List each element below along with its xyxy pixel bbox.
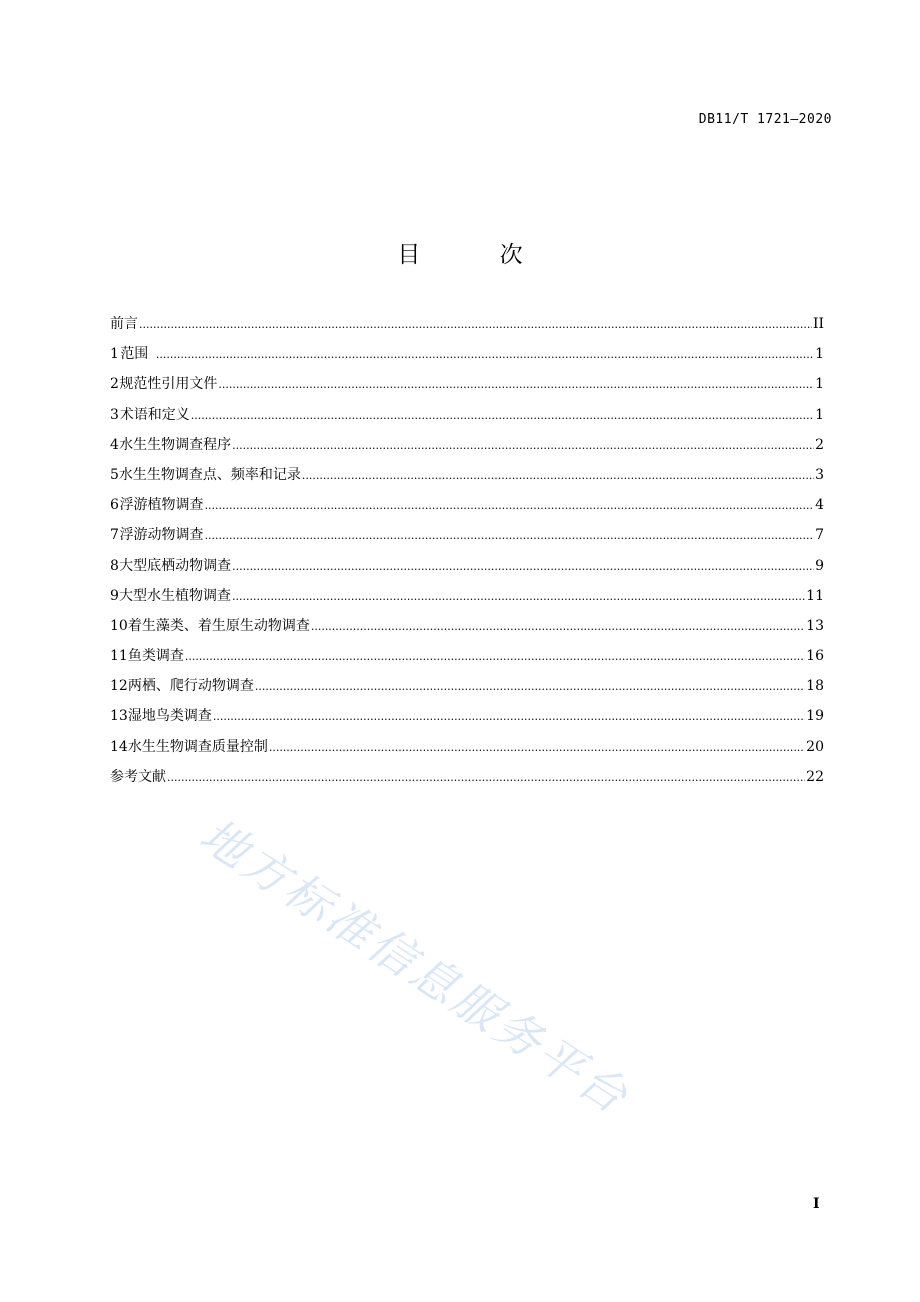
toc-entry-title: 湿地鸟类调查	[127, 708, 212, 725]
toc-entry-title: 水生生物调查点、频率和记录	[118, 466, 301, 483]
toc-entry[interactable]	[110, 585, 824, 615]
toc-entry-title: 两栖、爬行动物调查	[127, 678, 254, 695]
toc-entry[interactable]	[110, 524, 824, 554]
toc-dot-leader	[191, 405, 814, 427]
toc-entry-title: 范围	[120, 346, 149, 363]
toc-entry-title: 浮游动物调查	[119, 527, 204, 544]
toc-entry[interactable]	[110, 615, 824, 645]
toc-entry[interactable]	[110, 494, 824, 524]
page-number: I	[813, 1196, 820, 1212]
toc-entry-number: 12	[110, 678, 128, 695]
toc-entry-page: 20	[806, 738, 824, 755]
toc-entry-page: 16	[806, 648, 824, 665]
toc-dot-leader	[232, 435, 814, 457]
toc-dot-leader	[255, 676, 805, 698]
toc-entry-number: 8	[110, 557, 119, 574]
toc-dot-leader	[185, 646, 805, 668]
toc-dot-leader	[205, 495, 815, 517]
toc-dot-leader	[302, 465, 814, 487]
toc-entry-page: 4	[815, 497, 824, 514]
toc-entry-number: 3	[110, 406, 119, 423]
toc-dot-leader	[139, 314, 812, 336]
toc-entry-number: 13	[110, 708, 128, 725]
toc-dot-leader	[232, 556, 814, 578]
toc-entry-page: 1	[815, 376, 824, 393]
toc-entry-page: 2	[815, 436, 824, 453]
toc-entry-title: 鱼类调查	[127, 648, 184, 665]
toc-entry-title: 前言	[110, 316, 138, 332]
toc-entry[interactable]	[110, 645, 824, 675]
toc-entry-title: 术语和定义	[119, 406, 190, 423]
toc-dot-leader	[167, 767, 805, 789]
toc-entry-title: 水生生物调查程序	[119, 436, 232, 453]
toc-entry-title: 大型水生植物调查	[118, 587, 231, 604]
toc-entry[interactable]	[110, 736, 824, 766]
toc-dot-leader	[205, 525, 815, 547]
toc-entry-page: 7	[815, 527, 824, 544]
toc-entry-title: 浮游植物调查	[119, 497, 204, 514]
toc-entry[interactable]	[110, 705, 824, 735]
toc-entry-title: 着生藻类、着生原生动物调查	[127, 617, 310, 634]
toc-title: 目 次	[397, 242, 559, 268]
toc-entry-page: 1	[815, 346, 824, 363]
toc-entry-page: 18	[806, 678, 824, 695]
toc-entry-page: 13	[806, 617, 824, 634]
toc-entry-number: 10	[110, 617, 128, 634]
toc-entry-number: 2	[110, 376, 119, 393]
toc-entry[interactable]	[110, 464, 824, 494]
toc-entry[interactable]	[110, 555, 824, 585]
toc-dot-leader	[218, 374, 814, 396]
watermark: 地方标准信息服务平台	[190, 807, 640, 1126]
toc-entry[interactable]	[110, 343, 824, 373]
toc-entry-number: 1	[110, 346, 119, 363]
toc-entry-number: 4	[110, 436, 119, 453]
toc-entry-page: 11	[806, 587, 824, 604]
toc-entry[interactable]	[110, 313, 824, 343]
toc-entry-number: 6	[110, 497, 119, 514]
toc-entry-title: 规范性引用文件	[119, 376, 218, 393]
toc-entry-page: 22	[806, 768, 824, 785]
toc-entry-number: 11	[110, 648, 128, 665]
toc-entry[interactable]	[110, 434, 824, 464]
toc-entry-number: 7	[110, 527, 119, 544]
toc-entry-page: 3	[815, 466, 824, 483]
toc-entry[interactable]	[110, 404, 824, 434]
table-of-contents	[110, 313, 824, 796]
toc-entry-title: 水生生物调查质量控制	[127, 738, 268, 755]
toc-entry-title: 大型底栖动物调查	[119, 557, 232, 574]
toc-entry[interactable]	[110, 373, 824, 403]
toc-entry[interactable]	[110, 675, 824, 705]
toc-entry-page: 19	[806, 708, 824, 725]
toc-dot-leader	[232, 586, 805, 608]
toc-entry-number: 5	[110, 466, 119, 483]
toc-dot-leader	[156, 344, 814, 366]
toc-entry-number: 9	[110, 587, 119, 604]
toc-entry-title: 参考文献	[110, 768, 166, 785]
toc-entry-page: II	[812, 316, 824, 332]
toc-entry[interactable]	[110, 766, 824, 796]
toc-entry-number: 14	[110, 738, 128, 755]
toc-dot-leader	[213, 706, 805, 728]
document-code: DB11/T 1721—2020	[698, 112, 832, 127]
toc-entry-page: 9	[815, 557, 824, 574]
toc-dot-leader	[269, 737, 805, 759]
toc-entry-page: 1	[815, 406, 824, 423]
toc-dot-leader	[311, 616, 805, 638]
